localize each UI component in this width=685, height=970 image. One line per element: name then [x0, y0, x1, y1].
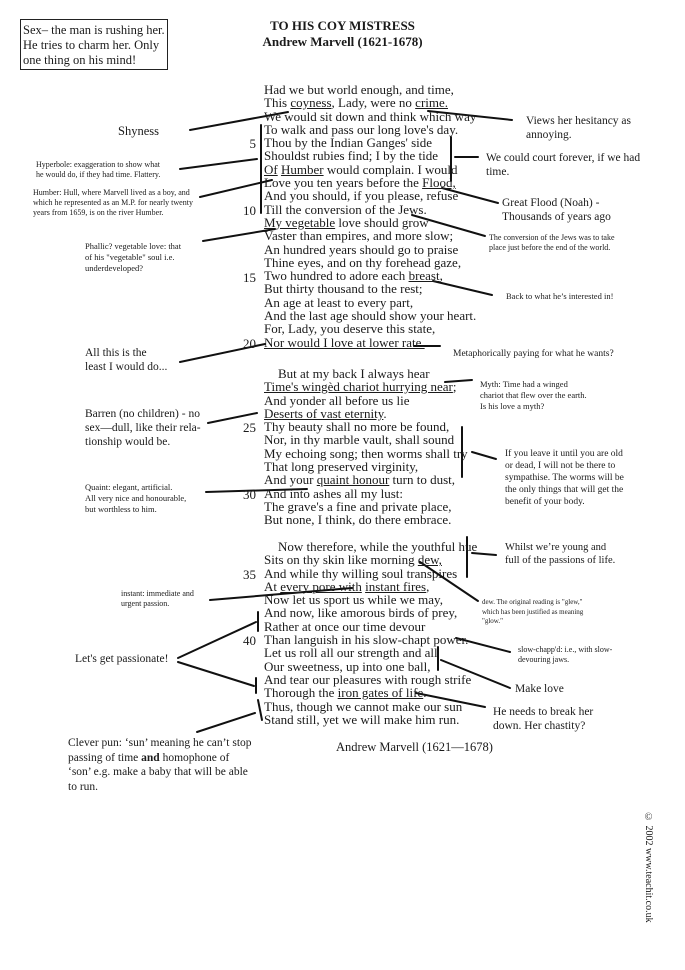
- poem-stanza-2: [264, 367, 468, 527]
- annotation-myth: [480, 379, 587, 412]
- poem-line: Thou by the Indian Ganges' side: [264, 135, 433, 151]
- underlined-phrase: Flood,: [422, 175, 456, 191]
- poem-line: We would sit down and think which way: [264, 108, 477, 124]
- annotation-humber: [33, 188, 193, 218]
- annotation-least: [85, 346, 167, 374]
- poem-line: And the last age should show your heart.: [264, 308, 477, 324]
- annotation-line: the only things that will get the: [505, 485, 624, 495]
- poem-line: And your quaint honour turn to dust,: [264, 472, 456, 488]
- poem-line: Now therefore, while the youthful hue: [278, 539, 478, 554]
- poem-line: Nor, in thy marble vault, shall sound: [264, 432, 455, 448]
- annotation-pun: [68, 736, 252, 794]
- poem-line: Stand still, yet we will make him run.: [264, 711, 460, 727]
- annotation-line: slow-chapp'd: i.e., with slow-: [518, 645, 613, 654]
- annotation-line: ‘son’ e.g. make a baby that will be able: [68, 766, 248, 778]
- underlined-phrase: instant fires: [365, 578, 427, 594]
- poem-line: My echoing song; then worms shall try: [264, 445, 468, 461]
- annotation-line: annoying.: [526, 129, 572, 141]
- underlined-phrase: dew,: [417, 552, 442, 568]
- line-number: 30: [243, 487, 256, 502]
- poem-line: Vaster than empires, and more slow;: [264, 228, 454, 244]
- poem-line: But none, I think, do there embrace.: [264, 512, 452, 528]
- annotation-line: down. Her chastity?: [493, 720, 586, 732]
- poem-line: Thy beauty shall no more be found,: [264, 419, 450, 435]
- annotation-line: he would do, if they had time. Flattery.: [36, 170, 161, 179]
- annotation-line: Phallic? vegetable love: that: [85, 241, 182, 251]
- summary-box-note: [20, 19, 168, 70]
- annotation-hyperbole: [36, 160, 160, 180]
- annotation-flood: [502, 196, 611, 224]
- poem-line: Shouldst rubies find; I by the tide: [264, 148, 439, 164]
- underlined-phrase: iron gates of life: [337, 685, 424, 701]
- underlined-phrase: Humber: [280, 161, 324, 177]
- annotation-line: least I would do...: [85, 361, 168, 373]
- annotation-line: instant: immediate and: [121, 589, 194, 598]
- underlined-phrase: breast: [408, 268, 440, 284]
- poem-line: Nor would I love at lower rate.: [264, 334, 425, 350]
- annotation-line: sympathise. The worms will be: [505, 473, 624, 483]
- line-number: 5: [249, 136, 256, 151]
- poem-signature: Andrew Marvell (1621—1678): [336, 740, 493, 754]
- annotation-line: Hyperbole: exaggeration to show what: [36, 160, 160, 169]
- annotation-make-love: Make love: [515, 683, 564, 695]
- line-number: 40: [243, 633, 256, 648]
- annotation-line: Views her hesitancy as: [526, 115, 632, 127]
- annotation-dew: [482, 598, 583, 627]
- annotation-line: Clever pun: ‘sun’ meaning he can’t stop: [68, 737, 252, 749]
- annotation-phallic: [85, 241, 181, 274]
- underlined-phrase: quaint honour: [316, 472, 390, 488]
- annotation-line: devouring jaws.: [518, 655, 570, 664]
- poem-line: Thorough the iron gates of life.: [264, 685, 427, 701]
- line-number: 25: [243, 420, 256, 435]
- annotation-line: dew. The original reading is "glew,": [482, 598, 583, 606]
- underlined-phrase: Of: [264, 161, 278, 177]
- annotation-line: Barren (no children) - no: [85, 408, 200, 420]
- poem-stanza-1: [264, 83, 476, 349]
- poem-stanza-3: [264, 540, 477, 726]
- annotation-line: [68, 751, 252, 766]
- underlined-phrase: My vegetable: [264, 214, 336, 230]
- box-note-line: Sex– the man is rushing her.: [23, 23, 165, 37]
- poem-line: And you should, if you please, refuse: [264, 188, 459, 204]
- poem-line: But thirty thousand to the rest;: [264, 281, 423, 297]
- annotation-text: homophone of: [159, 751, 230, 764]
- line-number: 20: [243, 336, 256, 351]
- poem-line: For, Lady, you deserve this state,: [264, 321, 436, 337]
- annotation-line: but worthless to him.: [85, 504, 157, 514]
- annotation-line: Humber: Hull, where Marvell lived as a boy, and: [33, 188, 190, 197]
- annotation-back: Back to what he’s interested in!: [506, 291, 614, 301]
- annotation-line: Whilst we’re young and: [505, 542, 607, 553]
- poem-line: And into ashes all my lust:: [264, 485, 404, 501]
- annotation-line: or dead, I will not be there to: [505, 461, 616, 471]
- annotation-line: If you leave it until you are old: [505, 449, 623, 459]
- poem-title: TO HIS COY MISTRESS: [270, 18, 415, 33]
- annotation-line: Quaint: elegant, artificial.: [85, 482, 173, 492]
- poem-line: This coyness, Lady, were no crime.: [264, 95, 449, 111]
- annotation-line: He needs to break her: [493, 706, 594, 718]
- poem-line: Of Humber would complain. I would: [264, 161, 458, 177]
- annotation-line: All this is the: [85, 347, 147, 359]
- poem-line: Till the conversion of the Jews.: [264, 201, 427, 217]
- annotation-barren: [85, 407, 201, 449]
- annotation-line: Great Flood (Noah) -: [502, 197, 600, 209]
- annotation-line: "glow.": [482, 617, 504, 625]
- annotation-passionate: Let's get passionate!: [75, 653, 169, 665]
- poem-line: Than languish in his slow-chapt power.: [264, 632, 469, 648]
- poem-line: The grave's a fine and private place,: [264, 498, 452, 514]
- annotation-instant: [121, 589, 194, 609]
- poem-line: Time's wingèd chariot hurrying near;: [264, 379, 457, 395]
- poem-line: My vegetable love should grow: [264, 214, 429, 230]
- annotation-jews: [489, 233, 615, 253]
- annotation-line: Myth: Time had a winged: [480, 379, 568, 389]
- poem-line: To walk and pass our long love's day.: [264, 121, 459, 137]
- annotation-line: which he represented as an M.P. for nearly twenty: [33, 198, 193, 207]
- poem-line: Rather at once our time devour: [264, 618, 426, 634]
- underlined-phrase: every pore with: [280, 578, 362, 594]
- copyright-notice: © 2002 www.teachit.co.uk: [643, 812, 654, 923]
- underlined-phrase: crime.: [415, 95, 449, 111]
- annotation-line: benefit of your body.: [505, 497, 585, 507]
- annotation-slow-chapt: [518, 645, 612, 665]
- poem-line: At every pore with instant fires,: [264, 578, 430, 594]
- annotation-line: sex—dull, like their rela-: [85, 422, 201, 434]
- annotation-court: [486, 151, 640, 179]
- line-number: 35: [243, 567, 256, 582]
- box-note-line: one thing on his mind!: [23, 53, 137, 67]
- annotation-line: place just before the end of the world.: [489, 243, 611, 252]
- annotation-chastity: [493, 705, 593, 733]
- line-number: 15: [243, 270, 256, 285]
- poem-line: Sits on thy skin like morning dew,: [264, 552, 442, 568]
- poem-line: Our sweetness, up into one ball,: [264, 658, 431, 674]
- annotation-line: time.: [486, 166, 510, 178]
- poem-line: But at my back I always hear: [278, 366, 430, 381]
- poem-line: And tear our pleasures with rough strife: [264, 671, 472, 687]
- poem-line: And yonder all before us lie: [264, 392, 410, 408]
- poem-line: And now, like amorous birds of prey,: [264, 605, 458, 621]
- annotation-line: We could court forever, if we had: [486, 152, 641, 164]
- annotation-line: years from 1659, is on the river Humber.: [33, 208, 164, 217]
- poem-line: Two hundred to adore each breast,: [264, 268, 443, 284]
- annotation-bold-text: and: [141, 751, 160, 764]
- box-note-line: He tries to charm her. Only: [23, 38, 160, 52]
- underlined-phrase: Time's wingèd chariot hurrying near: [264, 379, 453, 395]
- poem-line: An age at least to every part,: [264, 294, 414, 310]
- annotation-text: passing of time: [68, 751, 142, 764]
- annotation-young: [505, 541, 615, 567]
- annotation-line: All very nice and honourable,: [85, 493, 187, 503]
- annotation-line: urgent passion.: [121, 599, 170, 608]
- poem-line: Had we but world enough, and time,: [264, 82, 454, 97]
- annotation-line: of his "vegetable" soul i.e.: [85, 252, 175, 262]
- poem-author: Andrew Marvell (1621-1678): [262, 34, 423, 49]
- annotation-line: tionship would be.: [85, 436, 171, 448]
- annotation-shyness: Shyness: [118, 124, 159, 138]
- underlined-phrase: Deserts of vast eternity: [264, 405, 384, 421]
- line-number: 10: [243, 203, 256, 218]
- annotation-line: chariot that flew over the earth.: [480, 390, 587, 400]
- poem-line: Love you ten years before the Flood,: [264, 175, 456, 191]
- poem-line: Let us roll all our strength and all: [264, 645, 438, 661]
- poem-line: Deserts of vast eternity.: [264, 405, 387, 421]
- poem-line: And while thy willing soul transpires: [264, 565, 458, 581]
- annotation-quaint: [85, 482, 186, 515]
- poem-line: Thus, though we cannot make our sun: [264, 698, 463, 714]
- underlined-phrase: coyness: [290, 95, 332, 111]
- poem-line: An hundred years should go to praise: [264, 241, 459, 257]
- poem-line: Thine eyes, and on thy forehead gaze,: [264, 254, 462, 270]
- annotation-paying: Metaphorically paying for what he wants?: [453, 349, 614, 359]
- annotation-worms: [505, 448, 624, 508]
- annotation-line: which has been justified as meaning: [482, 607, 584, 616]
- annotation-line: Thousands of years ago: [502, 211, 611, 223]
- annotation-line: underdeveloped?: [85, 263, 144, 273]
- poem-line: Now let us sport us while we may,: [264, 592, 443, 608]
- annotation-line: The conversion of the Jews was to take: [489, 233, 615, 242]
- annotation-views: [526, 114, 631, 142]
- poem-line: That long preserved virginity,: [264, 459, 419, 475]
- annotation-line: to run.: [68, 780, 99, 793]
- annotation-line: Is his love a myth?: [480, 401, 545, 411]
- annotation-line: full of the passions of life.: [505, 555, 616, 566]
